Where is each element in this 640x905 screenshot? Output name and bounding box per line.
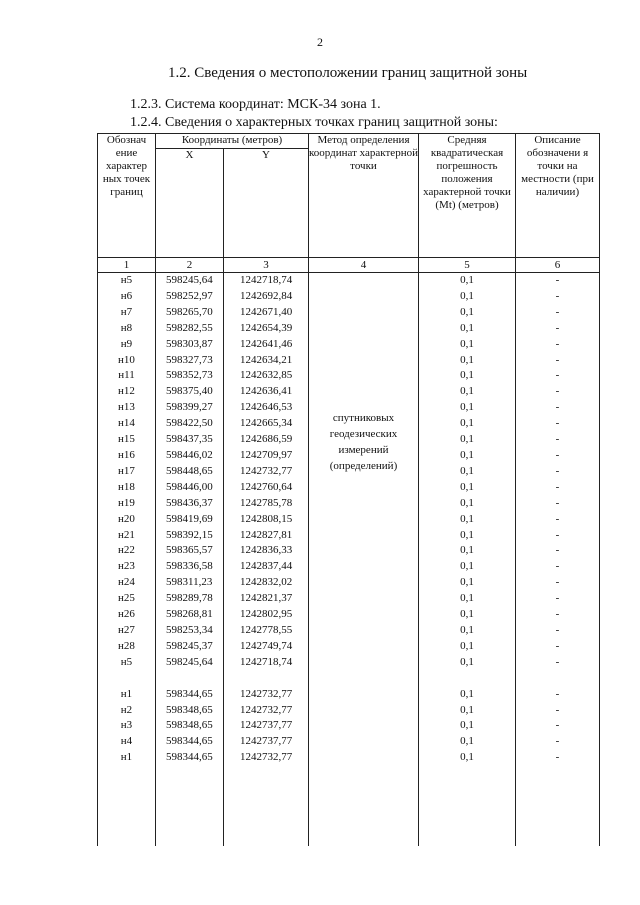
coord-x: 598268,81: [156, 607, 224, 623]
description-value: -: [516, 687, 600, 703]
coord-y: 1242709,97: [224, 448, 309, 464]
coord-x: 598422,50: [156, 416, 224, 432]
point-id: н1: [98, 750, 156, 766]
accuracy-value: 0,1: [419, 528, 516, 544]
description-value: -: [516, 703, 600, 719]
method-line: геодезических: [329, 427, 398, 440]
coord-x: 598365,57: [156, 543, 224, 559]
coord-x: 598348,65: [156, 703, 224, 719]
coord-y: 1242718,74: [224, 273, 309, 289]
coord-x: 598446,02: [156, 448, 224, 464]
description-value: -: [516, 575, 600, 591]
point-id: н26: [98, 607, 156, 623]
accuracy-value: 0,1: [419, 623, 516, 639]
coord-y: 1242665,34: [224, 416, 309, 432]
accuracy-value: 0,1: [419, 432, 516, 448]
accuracy-value: 0,1: [419, 353, 516, 369]
column-number: 3: [224, 258, 309, 273]
coord-y: 1242732,77: [224, 687, 309, 703]
coord-x: 598253,34: [156, 623, 224, 639]
coord-y: 1242636,41: [224, 384, 309, 400]
method-cell: [309, 273, 419, 847]
accuracy-value: 0,1: [419, 655, 516, 671]
coord-x: 598252,97: [156, 289, 224, 305]
description-value: -: [516, 448, 600, 464]
description-value: -: [516, 623, 600, 639]
accuracy-value: 0,1: [419, 289, 516, 305]
table-row: [98, 273, 600, 289]
point-id: н6: [98, 289, 156, 305]
coord-y: 1242686,59: [224, 432, 309, 448]
coord-y: 1242836,33: [224, 543, 309, 559]
description-value: -: [516, 305, 600, 321]
accuracy-value: 0,1: [419, 464, 516, 480]
point-id: н28: [98, 639, 156, 655]
accuracy-value: 0,1: [419, 305, 516, 321]
coord-y: 1242671,40: [224, 305, 309, 321]
point-id: н5: [98, 655, 156, 671]
description-value: -: [516, 353, 600, 369]
accuracy-value: 0,1: [419, 384, 516, 400]
accuracy-value: 0,1: [419, 337, 516, 353]
description-value: -: [516, 289, 600, 305]
coord-y: 1242760,64: [224, 480, 309, 496]
point-id: н15: [98, 432, 156, 448]
coord-y: 1242654,39: [224, 321, 309, 337]
description-value: -: [516, 528, 600, 544]
method-line: (определений): [329, 459, 398, 472]
description-value: -: [516, 416, 600, 432]
method-line: спутниковых: [332, 412, 395, 424]
coord-y: 1242692,84: [224, 289, 309, 305]
coord-y: 1242778,55: [224, 623, 309, 639]
page-number: 2: [317, 35, 323, 49]
column-number: 4: [309, 258, 419, 273]
header-coordinates: Координаты (метров): [156, 134, 309, 149]
coord-y: 1242837,44: [224, 559, 309, 575]
header-y: Y: [224, 149, 309, 162]
header-method: Метод определения координат характерной точки: [309, 134, 419, 258]
coord-y: 1242737,77: [224, 718, 309, 734]
description-value: -: [516, 607, 600, 623]
description-value: -: [516, 718, 600, 734]
coord-y: 1242821,37: [224, 591, 309, 607]
accuracy-value: 0,1: [419, 448, 516, 464]
coord-x: 598265,70: [156, 305, 224, 321]
description-value: -: [516, 559, 600, 575]
point-id: н17: [98, 464, 156, 480]
point-id: н9: [98, 337, 156, 353]
coord-x: 598336,58: [156, 559, 224, 575]
description-value: -: [516, 273, 600, 289]
accuracy-value: 0,1: [419, 750, 516, 766]
coord-y: 1242808,15: [224, 512, 309, 528]
accuracy-value: 0,1: [419, 496, 516, 512]
description-value: -: [516, 734, 600, 750]
coord-x: 598446,00: [156, 480, 224, 496]
coord-x: 598327,73: [156, 353, 224, 369]
coord-x: 598348,65: [156, 718, 224, 734]
point-id: н22: [98, 543, 156, 559]
accuracy-value: 0,1: [419, 718, 516, 734]
coord-x: 598245,64: [156, 655, 224, 671]
coord-x: 598437,35: [156, 432, 224, 448]
accuracy-value: 0,1: [419, 559, 516, 575]
point-id: н13: [98, 400, 156, 416]
column-number: 5: [419, 258, 516, 273]
coord-x: 598344,65: [156, 734, 224, 750]
point-id: н7: [98, 305, 156, 321]
description-value: -: [516, 543, 600, 559]
description-value: -: [516, 496, 600, 512]
section-heading: 1.2. Сведения о местоположении границ защитной зоны: [168, 65, 528, 81]
accuracy-value: 0,1: [419, 543, 516, 559]
accuracy-value: 0,1: [419, 575, 516, 591]
coord-x: 598245,37: [156, 639, 224, 655]
coord-x: 598436,37: [156, 496, 224, 512]
coord-x: 598282,55: [156, 321, 224, 337]
point-id: н24: [98, 575, 156, 591]
point-id: н20: [98, 512, 156, 528]
accuracy-value: 0,1: [419, 400, 516, 416]
description-value: -: [516, 639, 600, 655]
header-description: Описание обозначени я точки на местности (при наличии): [516, 134, 600, 258]
method-line: измерений: [338, 443, 389, 456]
header-point-designation: Обознач ение характер ных точек границ: [98, 134, 156, 258]
coord-y: 1242634,21: [224, 353, 309, 369]
description-value: -: [516, 512, 600, 528]
coord-y: 1242718,74: [224, 655, 309, 671]
point-id: н2: [98, 703, 156, 719]
coord-x: 598419,69: [156, 512, 224, 528]
description-value: -: [516, 384, 600, 400]
point-id: н23: [98, 559, 156, 575]
coord-y: 1242732,77: [224, 750, 309, 766]
coord-y: 1242737,77: [224, 734, 309, 750]
coord-y: 1242732,77: [224, 464, 309, 480]
accuracy-value: 0,1: [419, 480, 516, 496]
point-id: н16: [98, 448, 156, 464]
point-id: н10: [98, 353, 156, 369]
accuracy-value: 0,1: [419, 591, 516, 607]
coord-x: 598311,23: [156, 575, 224, 591]
coord-x: 598344,65: [156, 750, 224, 766]
point-id: н4: [98, 734, 156, 750]
description-value: -: [516, 464, 600, 480]
point-id: н21: [98, 528, 156, 544]
accuracy-value: 0,1: [419, 416, 516, 432]
coord-x: 598352,73: [156, 368, 224, 384]
coordinate-system-line: 1.2.3. Система координат: МСК-34 зона 1.: [130, 97, 381, 112]
accuracy-value: 0,1: [419, 687, 516, 703]
point-id: н8: [98, 321, 156, 337]
description-value: -: [516, 368, 600, 384]
point-id: н27: [98, 623, 156, 639]
description-value: -: [516, 591, 600, 607]
accuracy-value: 0,1: [419, 639, 516, 655]
coord-x: 598375,40: [156, 384, 224, 400]
point-id: н19: [98, 496, 156, 512]
point-id: н12: [98, 384, 156, 400]
point-id: н11: [98, 368, 156, 384]
coord-y: 1242732,77: [224, 703, 309, 719]
coord-y: 1242832,02: [224, 575, 309, 591]
point-id: н3: [98, 718, 156, 734]
coord-x: 598245,64: [156, 273, 224, 289]
coord-y: 1242646,53: [224, 400, 309, 416]
description-value: -: [516, 400, 600, 416]
header-x: X: [156, 149, 224, 162]
coord-x: 598448,65: [156, 464, 224, 480]
accuracy-value: 0,1: [419, 703, 516, 719]
points-title-line: 1.2.4. Сведения о характерных точках границ защитной зоны:: [130, 115, 498, 130]
coord-y: 1242632,85: [224, 368, 309, 384]
accuracy-value: 0,1: [419, 607, 516, 623]
column-number: 6: [516, 258, 600, 273]
accuracy-value: 0,1: [419, 512, 516, 528]
point-id: н5: [98, 273, 156, 289]
coord-x: 598392,15: [156, 528, 224, 544]
coord-y: 1242802,95: [224, 607, 309, 623]
coord-y: 1242749,74: [224, 639, 309, 655]
coord-y: 1242785,78: [224, 496, 309, 512]
column-number: 1: [98, 258, 156, 273]
coord-x: 598289,78: [156, 591, 224, 607]
column-number: 2: [156, 258, 224, 273]
accuracy-value: 0,1: [419, 273, 516, 289]
accuracy-value: 0,1: [419, 368, 516, 384]
point-id: н18: [98, 480, 156, 496]
description-value: -: [516, 432, 600, 448]
description-value: -: [516, 480, 600, 496]
point-id: н14: [98, 416, 156, 432]
accuracy-value: 0,1: [419, 321, 516, 337]
coord-y: 1242641,46: [224, 337, 309, 353]
description-value: -: [516, 321, 600, 337]
description-value: -: [516, 337, 600, 353]
point-id: н25: [98, 591, 156, 607]
boundary-points-table: [97, 133, 600, 846]
coord-x: 598303,87: [156, 337, 224, 353]
header-accuracy: Средняя квадратическая погрешность положения характерной точки (Mt) (метров): [419, 134, 516, 258]
description-value: -: [516, 750, 600, 766]
point-id: н1: [98, 687, 156, 703]
description-value: -: [516, 655, 600, 671]
coord-y: 1242827,81: [224, 528, 309, 544]
accuracy-value: 0,1: [419, 734, 516, 750]
coord-x: 598344,65: [156, 687, 224, 703]
coord-x: 598399,27: [156, 400, 224, 416]
